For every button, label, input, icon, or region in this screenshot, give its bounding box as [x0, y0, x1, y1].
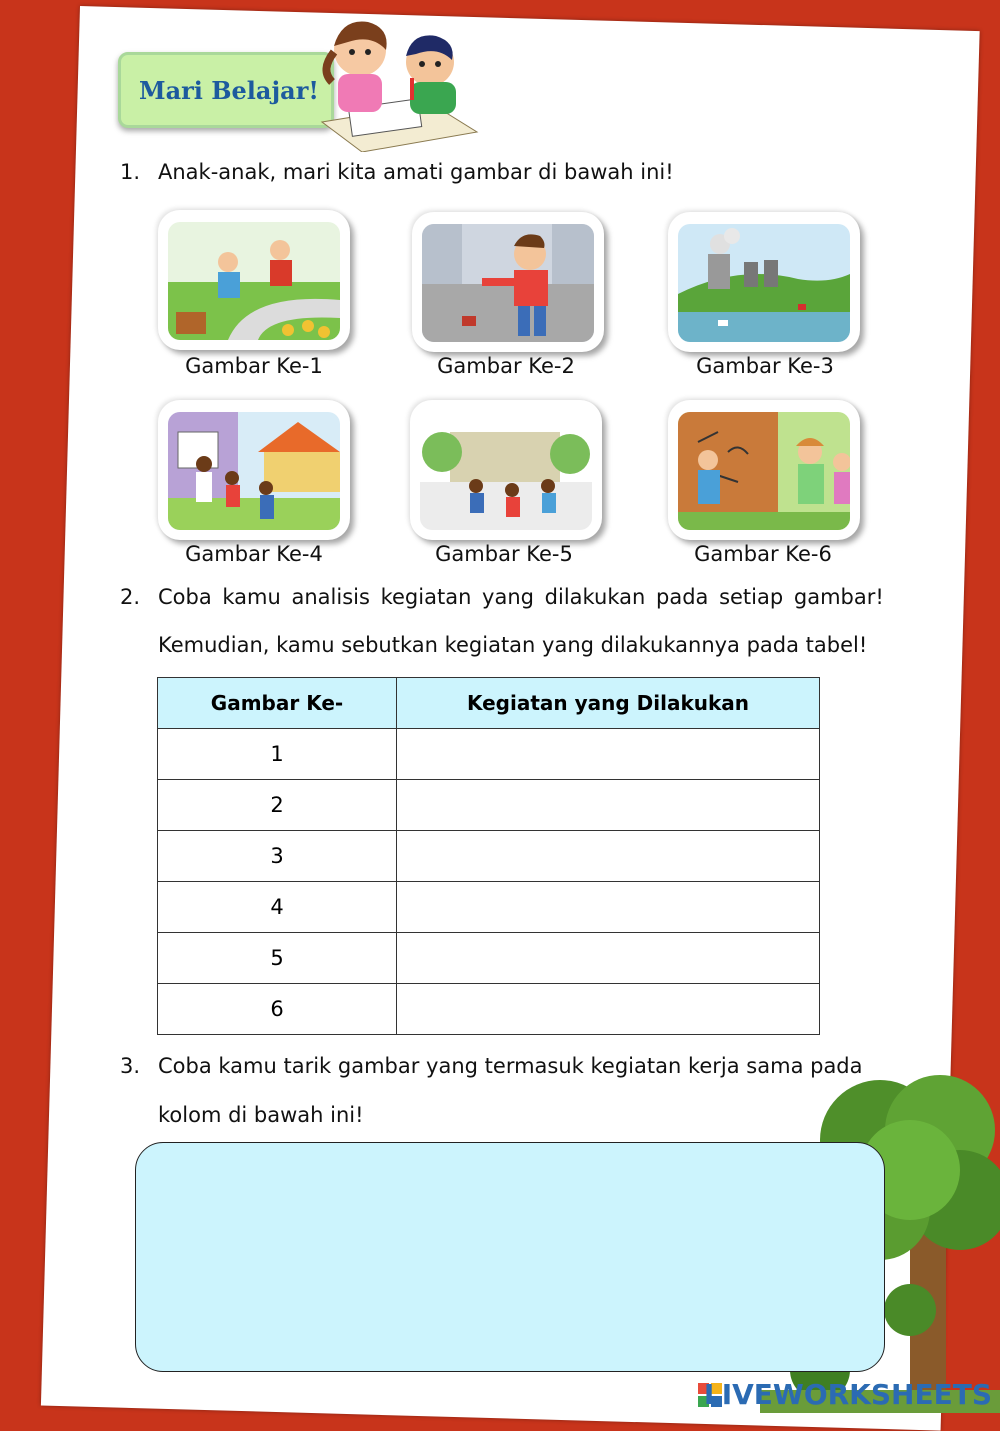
title-banner	[118, 52, 334, 128]
header-activity: Kegiatan yang Dilakukan	[397, 678, 820, 729]
question-1-text: Anak-anak, mari kita amati gambar di bawah ini!	[158, 160, 674, 184]
row-number: 2	[158, 780, 397, 831]
activity-answer-cell[interactable]	[397, 729, 820, 780]
activity-answer-cell[interactable]	[397, 933, 820, 984]
kids-reading-illustration	[312, 12, 482, 152]
picture-3[interactable]	[668, 212, 860, 352]
activity-table	[157, 677, 820, 1035]
table-row	[158, 780, 820, 831]
picture-4-cleaning-house-image	[168, 412, 340, 530]
activity-answer-cell[interactable]	[397, 984, 820, 1035]
question-3-line-1: Coba kamu tarik gambar yang termasuk kegiatan kerja sama pada	[158, 1054, 863, 1078]
row-number: 5	[158, 933, 397, 984]
question-2-line-1: Coba kamu analisis kegiatan yang dilakukan pada setiap gambar!	[158, 585, 884, 609]
picture-4-caption: Gambar Ke-4	[185, 542, 323, 566]
picture-5[interactable]	[410, 400, 602, 540]
table-row	[158, 882, 820, 933]
activity-answer-cell[interactable]	[397, 882, 820, 933]
activity-answer-cell[interactable]	[397, 831, 820, 882]
row-number: 4	[158, 882, 397, 933]
table-row	[158, 933, 820, 984]
picture-1-gardening-image	[168, 222, 340, 340]
picture-6-drawing-on-wall-image	[678, 412, 850, 530]
question-2-number: 2.	[120, 585, 141, 609]
table-row	[158, 729, 820, 780]
row-number: 6	[158, 984, 397, 1035]
row-number: 3	[158, 831, 397, 882]
picture-1[interactable]	[158, 210, 350, 350]
picture-1-caption: Gambar Ke-1	[185, 354, 323, 378]
picture-3-polluted-river-image	[678, 224, 850, 342]
picture-2-caption: Gambar Ke-2	[437, 354, 575, 378]
picture-2-boy-litter-image	[422, 224, 594, 342]
table-header-row	[158, 678, 820, 729]
picture-3-caption: Gambar Ke-3	[696, 354, 834, 378]
picture-5-school-cleanup-image	[420, 412, 592, 530]
liveworksheets-brand: LIVEWORKSHEETS	[703, 1378, 992, 1411]
table-row	[158, 831, 820, 882]
question-3-number: 3.	[120, 1054, 141, 1078]
activity-answer-cell[interactable]	[397, 780, 820, 831]
picture-6-caption: Gambar Ke-6	[694, 542, 832, 566]
page-title: Mari Belajar!	[139, 75, 319, 105]
question-3-line-2: kolom di bawah ini!	[158, 1103, 364, 1127]
picture-4[interactable]	[158, 400, 350, 540]
picture-2[interactable]	[412, 212, 604, 352]
table-row	[158, 984, 820, 1035]
picture-5-caption: Gambar Ke-5	[435, 542, 573, 566]
question-1-number: 1.	[120, 160, 141, 184]
question-2-line-2: Kemudian, kamu sebutkan kegiatan yang dilakukannya pada tabel!	[158, 633, 868, 657]
answer-drop-area[interactable]	[135, 1142, 885, 1372]
row-number: 1	[158, 729, 397, 780]
header-picture-number: Gambar Ke-	[158, 678, 397, 729]
picture-6[interactable]	[668, 400, 860, 540]
